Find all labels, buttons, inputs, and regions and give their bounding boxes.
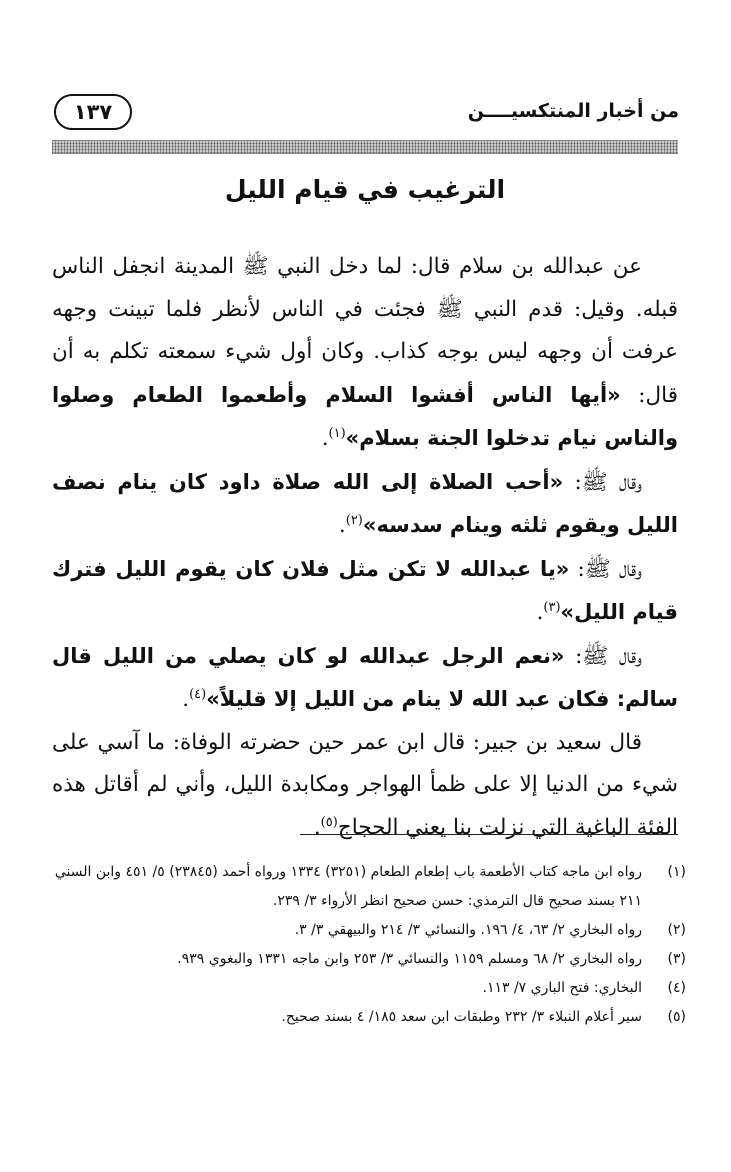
footnote-item bbox=[52, 858, 686, 916]
footnote-text: البخاري: فتح الباري ٧/ ١١٣. bbox=[482, 980, 642, 996]
end-mark: . bbox=[182, 687, 190, 712]
footnote-item bbox=[52, 945, 686, 974]
footnote-text: رواه البخاري ٢/ ٦٨ ومسلم ١١٥٩ والنسائي ٣/ ٢٥٣ وابن ماجه ١٣٣١ والبغوي ٩٣٩. bbox=[177, 951, 642, 967]
paragraph-5 bbox=[52, 722, 678, 850]
footnote-ref-5: (٥) bbox=[320, 814, 338, 830]
footnote-item bbox=[52, 916, 686, 945]
footnote-ref-1: (١) bbox=[328, 425, 346, 441]
footnotes bbox=[52, 858, 686, 1032]
end-mark: . bbox=[313, 814, 321, 840]
paragraph-3 bbox=[52, 548, 678, 635]
paragraph-5-text: قال سعيد بن جبير: قال ابن عمر حين حضرته الوفاة: ما آسي على شيء من الدنيا إلا على ظمأ الهواجر ومكابدة الليل، وأني لم أقاتل هذه الفئة الباغية التي نزلت بنا يعني الحجاج bbox=[52, 729, 678, 840]
section-title: الترغيب في قيام الليل bbox=[224, 175, 506, 204]
footnote-item bbox=[52, 974, 686, 1003]
footnote-text: رواه البخاري ٢/ ٦٣، ٤/ ١٩٦. والنسائي ٣/ ٢١٤ والبيهقي ٣/ ٣. bbox=[294, 922, 642, 938]
paragraph-1-text: عن عبدالله بن سلام قال: لما دخل النبي ﷺ المدينة انجفل الناس قبله. وقيل: قدم النبي ﷺ فجئت في الناس لأنظر فلما تبينت وجهه عرفت أن وجهه ليس بوجه كذاب. وكان أول شيء سمعته تكلم به أن قال: bbox=[52, 254, 678, 408]
footnote-text: سير أعلام النبلاء ٣/ ٢٣٢ وطبقات ابن سعد ١٨٥/ ٤ بسند صحيح. bbox=[281, 1009, 642, 1025]
running-title: من أخبار المنتكسيــــن bbox=[467, 100, 679, 122]
page-number: ١٣٧ bbox=[54, 94, 132, 130]
end-mark: . bbox=[321, 426, 329, 451]
footnote-number: (٣) bbox=[667, 951, 686, 967]
paragraph-3-text: وقال ﷺ: bbox=[569, 556, 642, 582]
paragraph-4 bbox=[52, 635, 678, 722]
hadith-quote-3: «يا عبدالله لا تكن مثل فلان كان يقوم الليل فترك قيام الليل» bbox=[52, 556, 678, 624]
footnote-number: (١) bbox=[667, 864, 686, 880]
footnote-ref-3: (٣) bbox=[543, 599, 561, 615]
footnote-ref-4: (٤) bbox=[189, 686, 207, 702]
paragraph-2-text: وقال ﷺ: bbox=[563, 469, 642, 495]
paragraph-1 bbox=[52, 246, 678, 461]
paragraph-4-text: وقال ﷺ: bbox=[564, 643, 642, 669]
footnote-ref-2: (٢) bbox=[345, 512, 363, 528]
hadith-quote-2: «أحب الصلاة إلى الله صلاة داود كان ينام نصف الليل ويقوم ثلثه وينام سدسه» bbox=[52, 469, 678, 537]
end-mark: . bbox=[536, 600, 544, 625]
footnote-divider bbox=[300, 834, 678, 835]
paragraph-2 bbox=[52, 461, 678, 548]
body-text bbox=[52, 246, 678, 849]
footnote-number: (٤) bbox=[667, 980, 686, 996]
footnote-text: رواه ابن ماجه كتاب الأطعمة باب إطعام الطعام (٣٢٥١) ١٣٣٤ ورواه أحمد (٢٣٨٤٥) ٥/ ٤٥١ وابن السني ٢١١ بسند صحيح قال الترمذي: حسن صحيح انظر الأرواء ٣/ ٢٣٩. bbox=[54, 864, 642, 909]
hadith-quote-1: «أيها الناس أفشوا السلام وأطعموا الطعام وصلوا والناس نيام تدخلوا الجنة بسلام» bbox=[52, 382, 678, 450]
header-divider bbox=[52, 140, 678, 154]
footnote-item bbox=[52, 1003, 686, 1032]
end-mark: . bbox=[338, 513, 346, 538]
footnote-number: (٢) bbox=[667, 922, 686, 938]
footnote-number: (٥) bbox=[667, 1009, 686, 1025]
hadith-quote-4: «نعم الرجل عبدالله لو كان يصلي من الليل قال سالم: فكان عبد الله لا ينام من الليل إلا قليلاً» bbox=[52, 643, 678, 711]
